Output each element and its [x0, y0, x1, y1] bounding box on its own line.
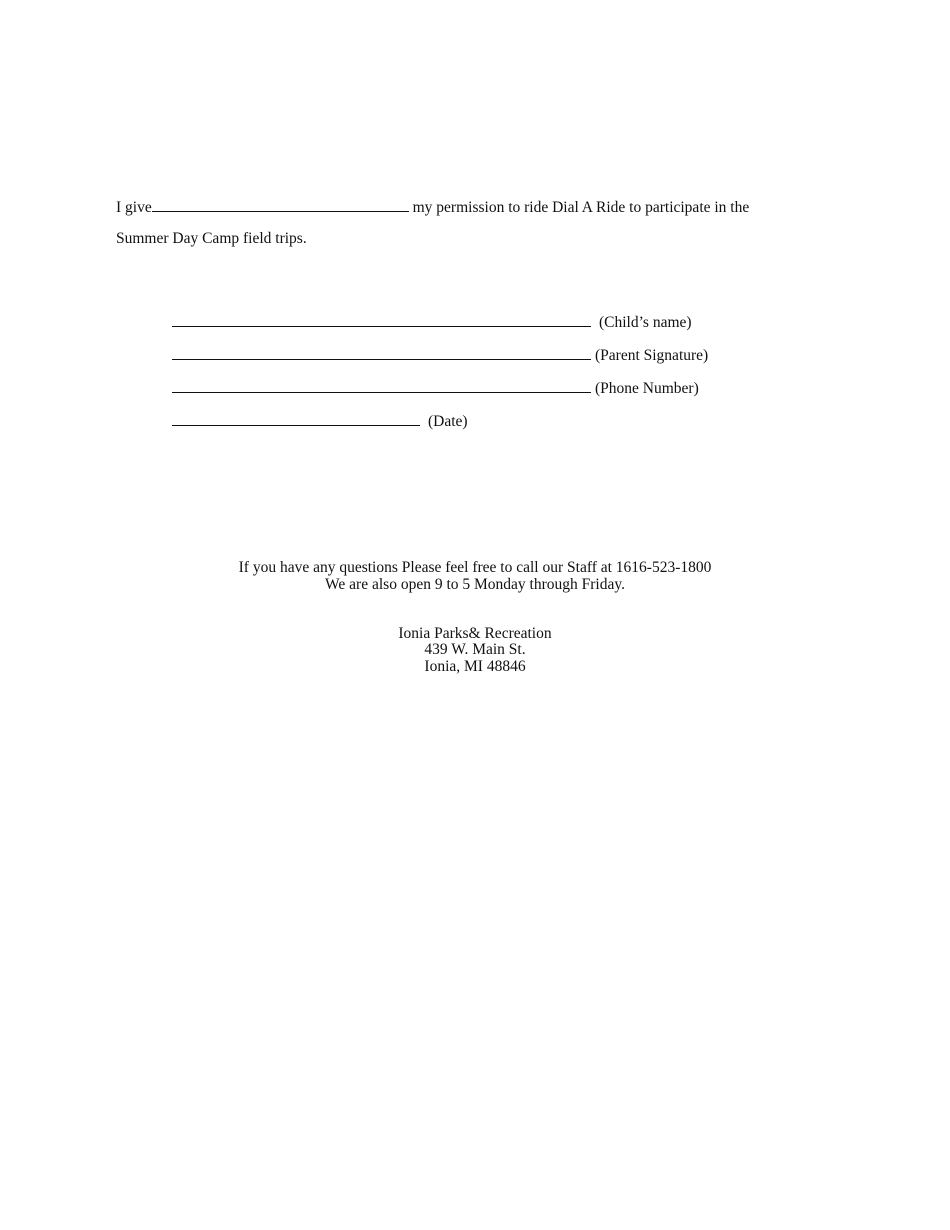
name-blank-field[interactable]: [152, 198, 409, 212]
child-name-label: (Child’s name): [599, 314, 692, 331]
contact-line-1: If you have any questions Please feel free to call our Staff at 1616-523-1800: [238, 559, 712, 576]
contact-line-2: We are also open 9 to 5 Monday through Friday.: [325, 576, 625, 593]
parent-signature-row: [172, 346, 708, 364]
phone-number-row: [172, 379, 699, 397]
permission-suffix: my permission to ride Dial A Ride to participate in the: [408, 199, 750, 216]
permission-prefix: I give: [116, 199, 152, 216]
date-field[interactable]: [172, 412, 420, 426]
child-name-row: [172, 313, 692, 331]
date-label: (Date): [428, 413, 468, 430]
child-name-field[interactable]: [172, 313, 591, 327]
parent-signature-field[interactable]: [172, 346, 591, 360]
street-address: 439 W. Main St.: [424, 641, 526, 658]
permission-line-1: [116, 198, 749, 216]
organization-name: Ionia Parks& Recreation: [398, 625, 552, 642]
phone-number-label: (Phone Number): [595, 380, 699, 397]
city-state-zip: Ionia, MI 48846: [424, 658, 526, 675]
phone-number-field[interactable]: [172, 379, 591, 393]
permission-line-2: Summer Day Camp field trips.: [116, 230, 307, 247]
date-row: [172, 412, 468, 430]
parent-signature-label: (Parent Signature): [595, 347, 709, 364]
